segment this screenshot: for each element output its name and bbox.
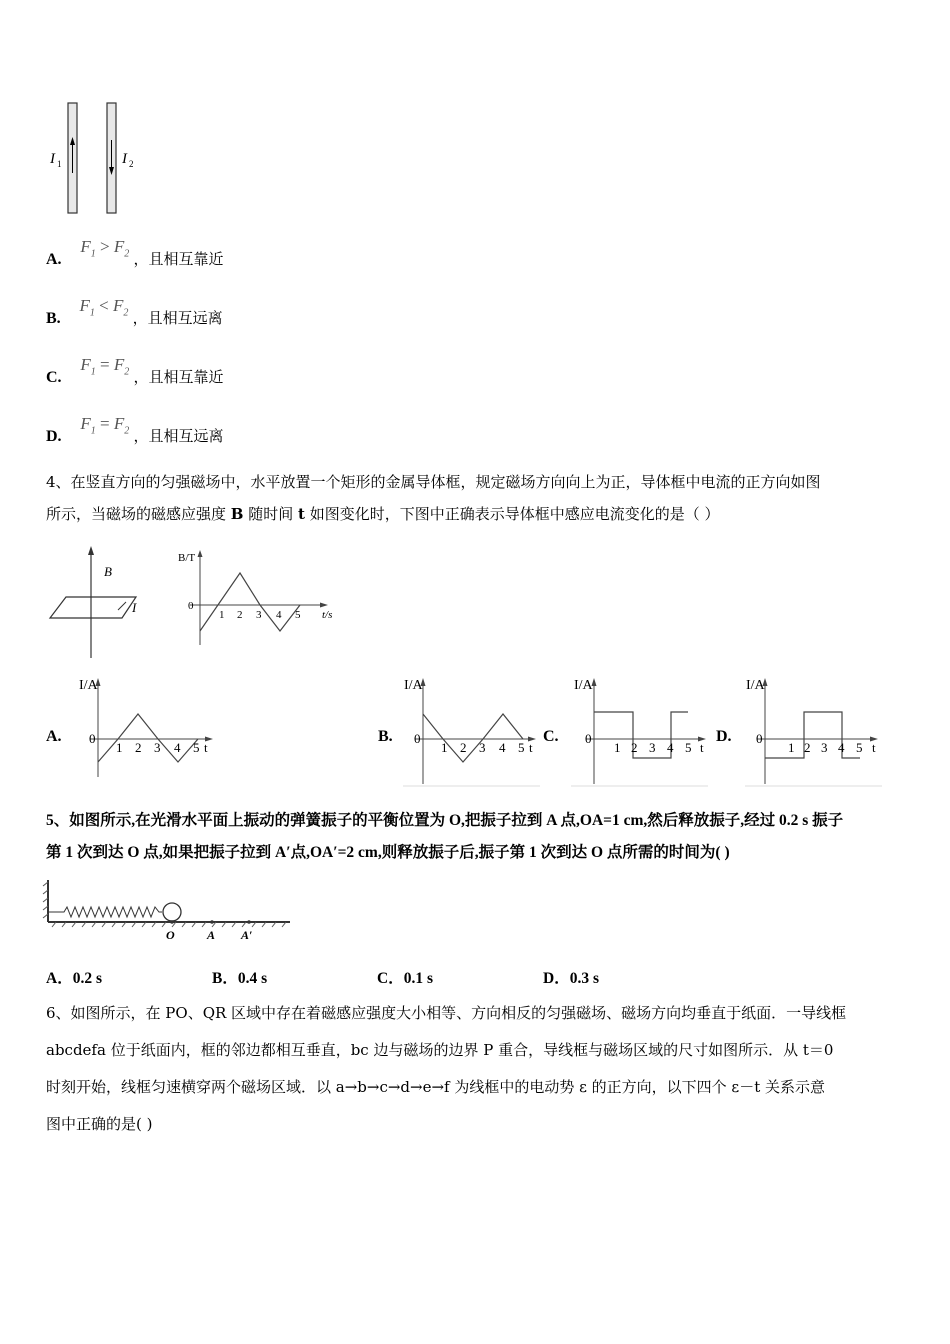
bt-tick-4: 4 — [276, 609, 282, 621]
bt-tick-5: 5 — [295, 609, 301, 621]
label-i2-sub: 2 — [129, 159, 134, 169]
tick-5: 5 — [518, 740, 525, 755]
xlabel: t — [204, 740, 208, 755]
current-direction — [118, 602, 126, 610]
label-o: O — [166, 928, 175, 942]
tick-3: 3 — [649, 740, 656, 755]
xlabel: t — [529, 740, 533, 755]
tick-4: 4 — [667, 740, 674, 755]
current-curve — [423, 714, 523, 762]
tick-3: 3 — [821, 740, 828, 755]
point-a-dot — [210, 920, 214, 924]
ylabel: I/A — [574, 678, 593, 693]
label-i2: I — [122, 151, 127, 167]
label-a2: A′ — [241, 928, 253, 942]
force-expression: $F_1 < F_2$ — [79, 296, 129, 319]
tick-4: 4 — [838, 740, 845, 755]
option-letter: B. — [46, 310, 61, 327]
tick-3: 3 — [479, 740, 486, 755]
spring-oscillator-figure — [42, 876, 294, 944]
option-letter: C． — [377, 970, 404, 987]
force-expression: $F_1 > F_2$ — [80, 237, 130, 260]
label-b: B — [104, 564, 112, 579]
point-o-dot — [170, 920, 174, 924]
q5-option-d[interactable] — [543, 966, 599, 988]
q5-option-a[interactable] — [46, 966, 102, 988]
q4-question-text — [46, 466, 908, 530]
tick-4: 4 — [174, 740, 181, 755]
bt-ylabel: B/T — [178, 552, 196, 564]
option-letter: A． — [46, 970, 73, 987]
label-i: I — [132, 600, 137, 615]
option-letter: B． — [212, 970, 238, 987]
q4-option-c-graph[interactable] — [566, 672, 716, 790]
q4-line-1: 4、在竖直方向的匀强磁场中，水平放置一个矩形的金属导体框，规定磁场方向向上为正，导体框中电流的正方向如图 — [46, 473, 821, 491]
ylabel: I/A — [79, 678, 98, 693]
q6-line-4: 图中正确的是( ) — [46, 1115, 153, 1133]
q5-line-1: 5、如图所示,在光滑水平面上振动的弹簧振子的平衡位置为 O,把振子拉到 A 点,OA=1 cm,然后释放振子,经过 0.2 s 振子 — [46, 812, 844, 829]
tick-1: 1 — [441, 740, 448, 755]
q4-option-b-graph[interactable] — [398, 672, 548, 790]
tick-4: 4 — [499, 740, 506, 755]
option-text: ，且相互靠近 — [133, 368, 224, 386]
metal-frame — [50, 597, 136, 618]
option-text: 0.2 s — [72, 970, 102, 987]
bt-y-arrow — [198, 550, 203, 557]
tick-5: 5 — [685, 740, 692, 755]
spring — [48, 907, 162, 917]
bt-graph — [172, 545, 342, 650]
q3-option-b[interactable] — [46, 295, 223, 327]
q6-line-3: 时刻开始，线框匀速横穿两个磁场区域．以 a→b→c→d→e→f 为线框中的电动势 ε 的正方向，以下四个 ε－t 关系示意 — [46, 1078, 826, 1096]
bt-tick-2: 2 — [237, 609, 243, 621]
option-letter: A. — [46, 251, 62, 268]
option-letter: C. — [46, 369, 62, 386]
tick-5: 5 — [193, 740, 200, 755]
q3-option-d[interactable] — [46, 413, 224, 445]
b-arrow-head — [88, 546, 94, 555]
label-a: A — [207, 928, 216, 942]
option-letter: D． — [543, 970, 570, 987]
frame-in-field-figure — [44, 540, 154, 662]
parallel-wires-figure — [40, 95, 150, 220]
origin: 0 — [585, 731, 592, 746]
q4-option-c-letter[interactable]: C. — [543, 728, 559, 745]
origin: 0 — [89, 731, 96, 746]
q4-option-d-letter[interactable]: D. — [716, 728, 732, 745]
tick-2: 2 — [460, 740, 467, 755]
bt-curve — [200, 573, 300, 631]
q5-option-c[interactable] — [377, 966, 433, 988]
tick-1: 1 — [788, 740, 795, 755]
q4-option-a-letter[interactable]: A. — [46, 728, 62, 745]
bt-origin: 0 — [188, 600, 194, 612]
q3-option-a[interactable] — [46, 236, 224, 268]
tick-5: 5 — [856, 740, 863, 755]
origin: 0 — [756, 731, 763, 746]
label-i1-sub: 1 — [57, 159, 62, 169]
q4-option-a-graph[interactable] — [75, 672, 225, 782]
option-text: 0.3 s — [569, 970, 599, 987]
bt-xlabel: t/s — [322, 609, 333, 621]
bt-x-arrow — [320, 603, 328, 608]
force-expression: $F_1 = F_2$ — [80, 414, 130, 437]
current-curve — [98, 714, 198, 762]
bt-tick-1: 1 — [219, 609, 225, 621]
tick-2: 2 — [804, 740, 811, 755]
xlabel: t — [700, 740, 704, 755]
q5-option-b[interactable] — [212, 966, 267, 988]
q4-option-d-graph[interactable] — [740, 672, 890, 790]
tick-2: 2 — [135, 740, 142, 755]
option-text: ，且相互远离 — [132, 309, 223, 327]
ylabel: I/A — [404, 678, 423, 693]
q6-question-text — [46, 995, 908, 1143]
q5-line-2: 第 1 次到达 O 点,如果把振子拉到 A′点,OA′=2 cm,则释放振子后,振子第 1 次到达 O 点所需的时间为( ) — [46, 844, 730, 861]
label-i1: I — [50, 151, 55, 167]
option-letter: D. — [46, 428, 62, 445]
ylabel: I/A — [746, 678, 765, 693]
q4-line-2: 所示，当磁场的磁感应强度 B 随时间 t 如图变化时，下图中正确表示导体框中感应电流变化的是（ ） — [46, 505, 720, 523]
q6-line-1: 6、如图所示，在 PO、QR 区域中存在着磁感应强度大小相等、方向相反的匀强磁场、磁场方向均垂直于纸面．一导线框 — [46, 1004, 847, 1022]
tick-3: 3 — [154, 740, 161, 755]
option-text: ，且相互靠近 — [133, 250, 224, 268]
q6-line-2: abcdefa 位于纸面内，框的邻边都相互垂直，bc 边与磁场的边界 P 重合，导线框与磁场区域的尺寸如图所示．从 t＝0 — [46, 1041, 834, 1059]
q3-option-c[interactable] — [46, 354, 224, 386]
option-text: 0.1 s — [403, 970, 433, 987]
tick-1: 1 — [614, 740, 621, 755]
xlabel: t — [872, 740, 876, 755]
q4-option-b-letter[interactable]: B. — [378, 728, 393, 745]
bt-tick-3: 3 — [256, 609, 262, 621]
q5-question-text — [46, 805, 908, 869]
option-text: 0.4 s — [237, 970, 268, 987]
current-curve — [594, 712, 688, 758]
force-expression: $F_1 = F_2$ — [80, 355, 130, 378]
origin: 0 — [414, 731, 421, 746]
tick-2: 2 — [631, 740, 638, 755]
point-a2-dot — [247, 920, 251, 924]
tick-1: 1 — [116, 740, 123, 755]
current-curve — [765, 712, 860, 758]
oscillator-ball — [163, 903, 181, 921]
option-text: ，且相互远离 — [133, 427, 224, 445]
